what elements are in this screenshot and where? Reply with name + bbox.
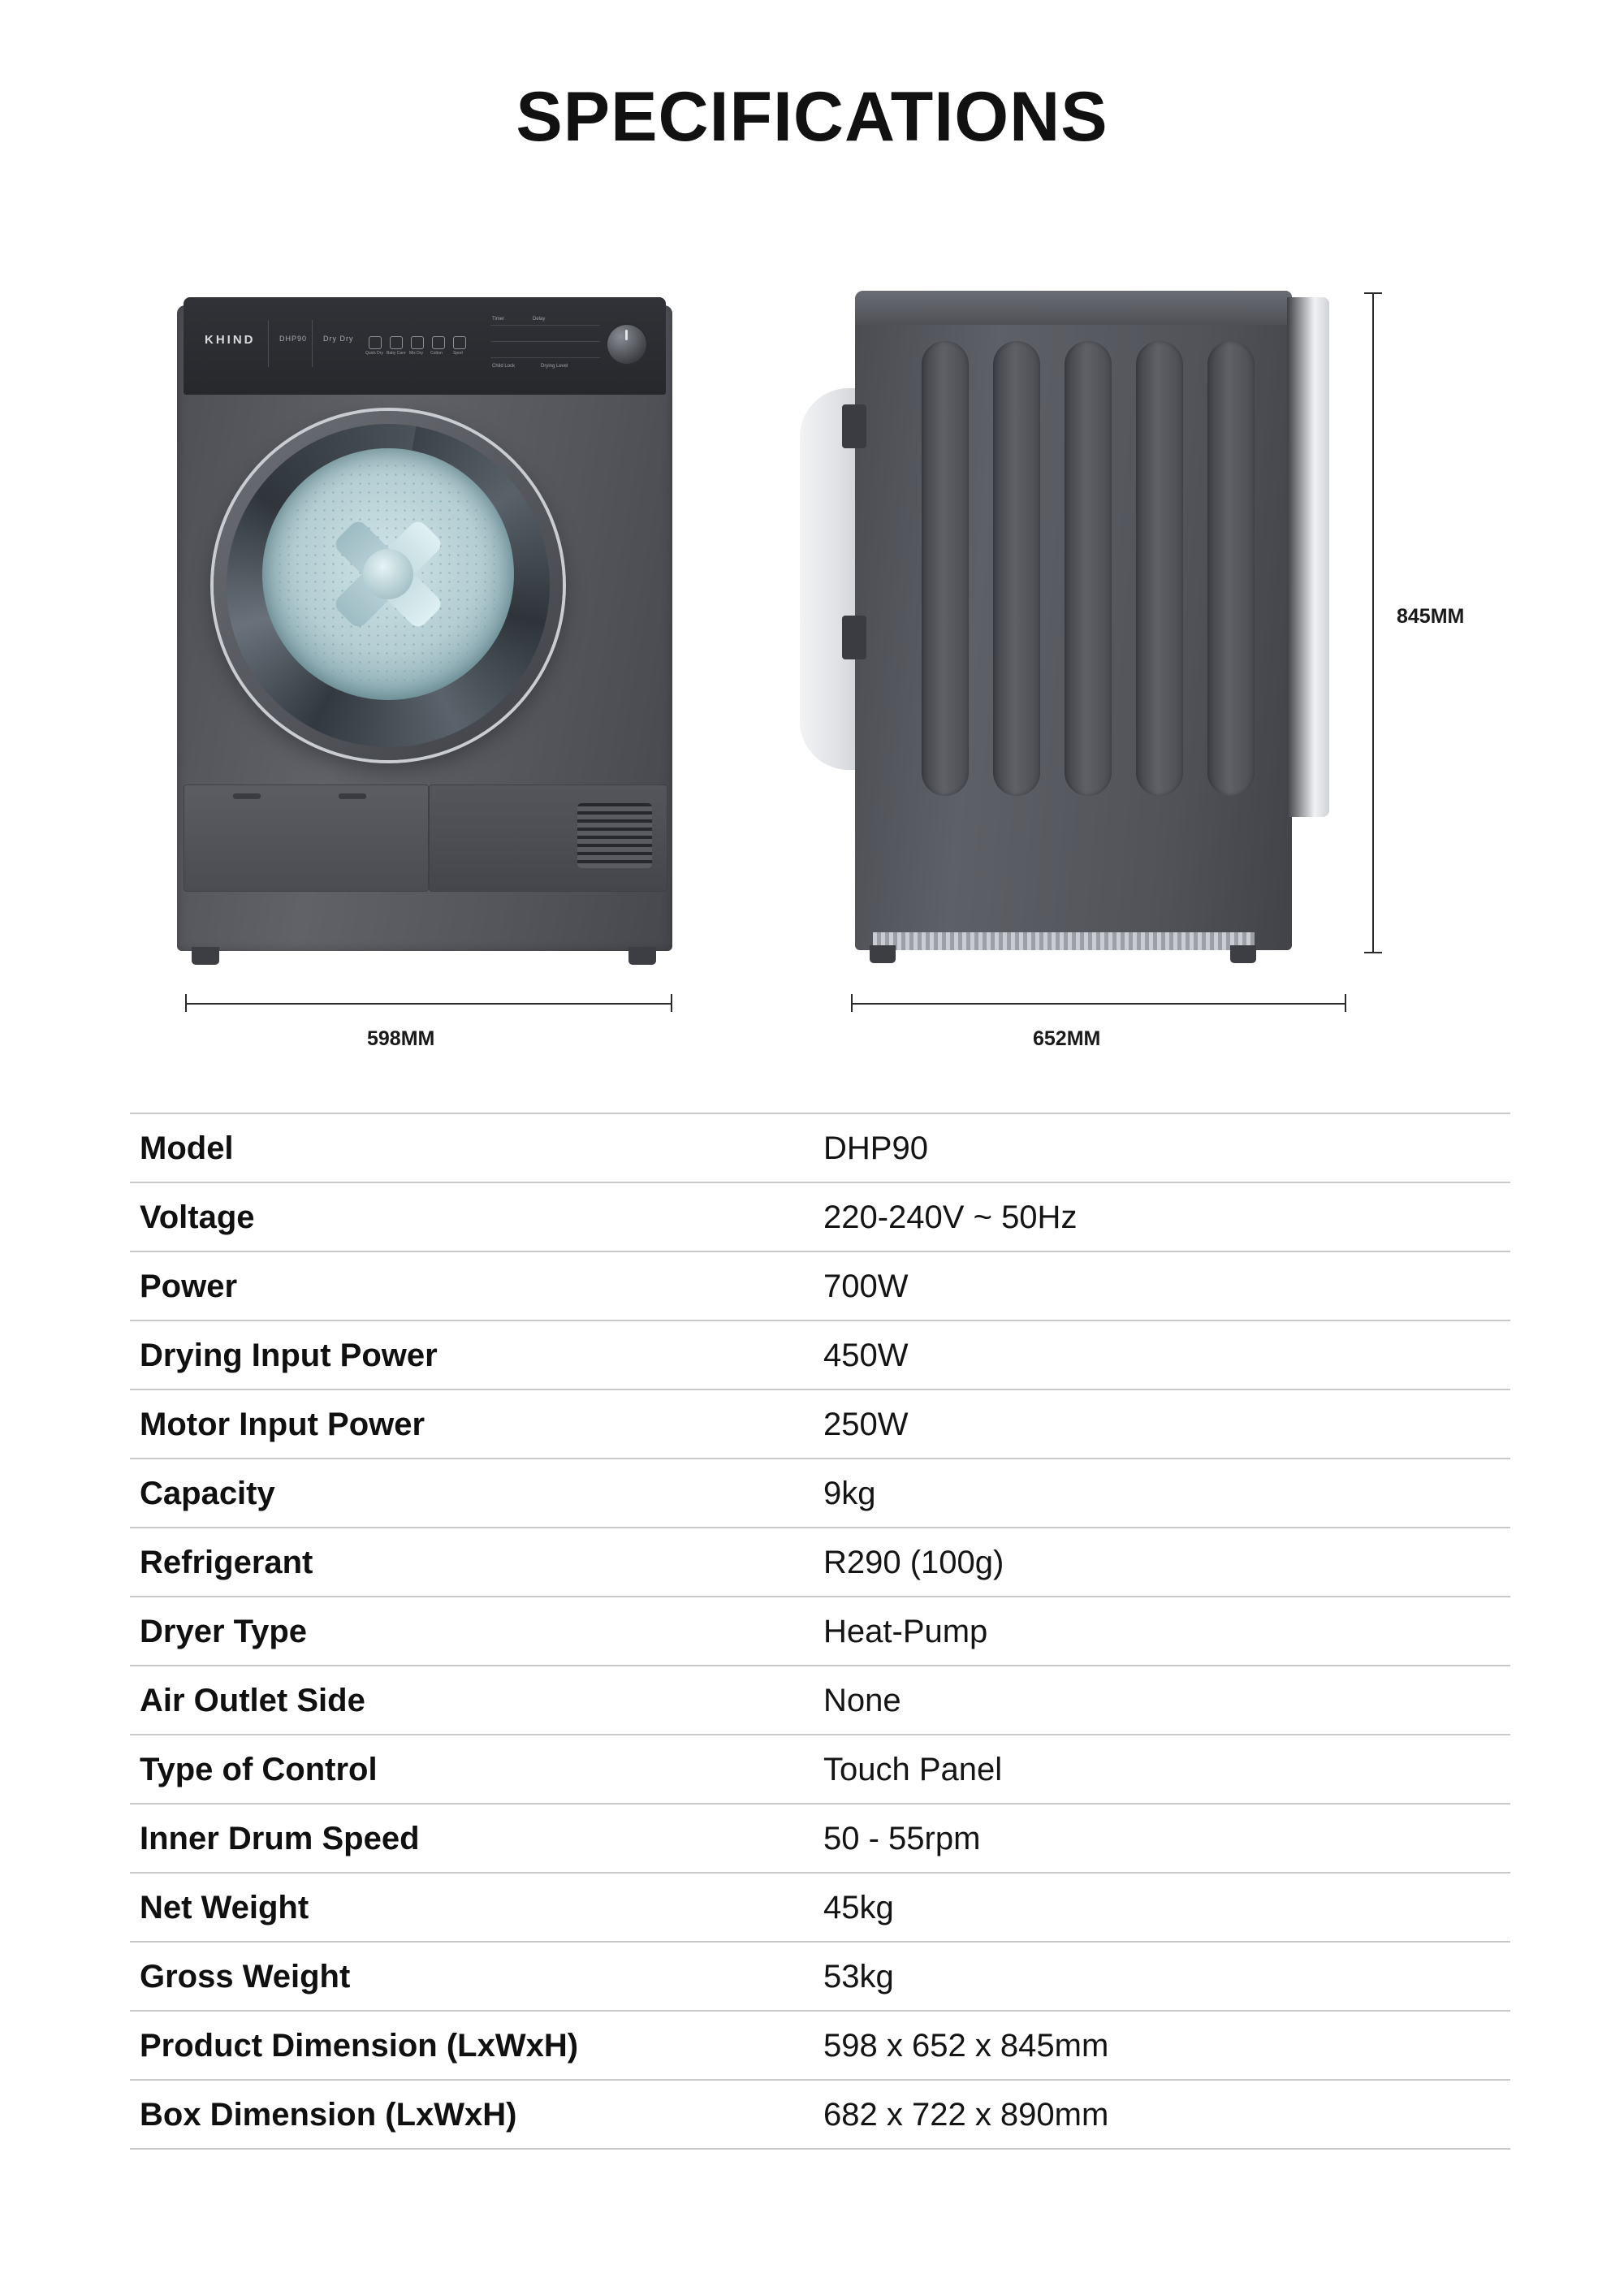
side-rib <box>1136 341 1183 796</box>
program-label: Child Lock <box>492 364 516 369</box>
spec-value: 9kg <box>823 1476 876 1511</box>
spec-label: Power <box>140 1269 238 1304</box>
spec-label: Product Dimension (LxWxH) <box>140 2028 579 2064</box>
spec-value: 50 - 55rpm <box>823 1821 981 1856</box>
door-ring[interactable] <box>214 411 563 760</box>
side-base-grille <box>873 932 1255 950</box>
door-hinge-lower <box>842 616 866 659</box>
program-row-line <box>490 357 600 358</box>
dryer-front-view <box>177 291 672 969</box>
page-title: SPECIFICATIONS <box>516 78 1108 156</box>
table-row <box>130 1873 1510 1942</box>
drum-hub <box>363 549 413 599</box>
spec-label: Model <box>140 1130 234 1166</box>
spec-value: DHP90 <box>823 1130 928 1166</box>
drum <box>262 448 514 700</box>
table-row <box>130 2011 1510 2080</box>
spec-label: Air Outlet Side <box>140 1683 365 1718</box>
panel-divider-1 <box>268 320 269 367</box>
specifications-table <box>130 1113 1510 2150</box>
quick-dry-icon[interactable] <box>369 336 382 349</box>
width-dimension-cap-right <box>671 994 672 1012</box>
table-row <box>130 1113 1510 1182</box>
sport-icon[interactable] <box>453 336 466 349</box>
baby-care-icon[interactable] <box>390 336 403 349</box>
side-foot-front <box>870 945 896 963</box>
panel-icon-label: Baby Care <box>387 351 406 356</box>
panel-divider-2 <box>312 320 313 367</box>
side-rib <box>922 341 969 796</box>
door-glass <box>227 424 550 747</box>
table-row <box>130 2080 1510 2149</box>
spec-value: 220-240V ~ 50Hz <box>823 1199 1078 1235</box>
spec-value: 250W <box>823 1407 909 1442</box>
side-rib <box>993 341 1040 796</box>
spec-value: 598 x 652 x 845mm <box>823 2028 1109 2064</box>
table-row <box>130 1528 1510 1597</box>
spec-label: Dryer Type <box>140 1614 308 1649</box>
control-panel <box>184 297 666 395</box>
table-row <box>130 1390 1510 1459</box>
spec-value: 700W <box>823 1269 909 1304</box>
width-dimension-label: 598MM <box>367 1027 435 1050</box>
table-row <box>130 1320 1510 1390</box>
program-row-line <box>490 341 600 342</box>
condenser-drawer[interactable] <box>184 784 429 892</box>
program-indicator-block <box>490 313 600 378</box>
height-dimension-cap-bottom <box>1364 952 1382 953</box>
table-row <box>130 1251 1510 1320</box>
side-top-surface <box>855 291 1292 325</box>
panel-icon-label: Quick Dry <box>365 351 383 356</box>
depth-dimension-cap-right <box>1345 994 1346 1012</box>
table-row <box>130 1942 1510 2011</box>
panel-icon-label: Mix Dry <box>409 351 423 356</box>
spec-value: R290 (100g) <box>823 1545 1004 1580</box>
product-illustration <box>0 268 1624 1088</box>
drawer-handle-notch <box>233 793 261 799</box>
side-foot-rear <box>1230 945 1256 963</box>
table-row <box>130 1182 1510 1251</box>
panel-icon-label: Sport <box>453 351 463 356</box>
specifications-table-body <box>130 1113 1510 2149</box>
side-rib <box>1065 341 1112 796</box>
height-dimension-line <box>1372 292 1374 953</box>
depth-dimension-line <box>851 1003 1346 1005</box>
spec-label: Drying Input Power <box>140 1338 438 1373</box>
spec-value: Heat-Pump <box>823 1614 988 1649</box>
drawer-handle-notch <box>339 793 366 799</box>
spec-label: Gross Weight <box>140 1959 351 1995</box>
spec-label: Motor Input Power <box>140 1407 425 1442</box>
side-back-panel <box>1287 297 1329 817</box>
dryer-side-view <box>800 291 1360 969</box>
panel-mode-text: Dry Dry <box>323 335 354 343</box>
cotton-icon[interactable] <box>432 336 445 349</box>
program-label: Timer <box>492 317 505 322</box>
spec-value: None <box>823 1683 901 1718</box>
air-grille <box>577 803 652 868</box>
height-dimension-cap-top <box>1364 292 1382 294</box>
depth-dimension-cap-left <box>851 994 853 1012</box>
spec-value: 682 x 722 x 890mm <box>823 2097 1109 2133</box>
program-selector-knob[interactable] <box>607 325 646 364</box>
side-rib <box>1207 341 1255 796</box>
spec-value: 450W <box>823 1338 909 1373</box>
front-foot-left <box>192 947 219 965</box>
height-dimension-label: 845MM <box>1397 605 1465 628</box>
spec-value: Touch Panel <box>823 1752 1003 1787</box>
spec-label: Refrigerant <box>140 1545 313 1580</box>
table-row <box>130 1735 1510 1804</box>
spec-value: 53kg <box>823 1959 894 1995</box>
spec-label: Box Dimension (LxWxH) <box>140 2097 517 2133</box>
width-dimension-cap-left <box>185 994 187 1012</box>
mix-dry-icon[interactable] <box>411 336 424 349</box>
brand-logo: KHIND <box>205 333 256 347</box>
panel-model-text: DHP90 <box>279 335 308 343</box>
table-row <box>130 1804 1510 1873</box>
program-label: Delay <box>533 317 546 322</box>
table-row <box>130 1666 1510 1735</box>
spec-label: Voltage <box>140 1199 255 1235</box>
panel-icon-label: Cotton <box>430 351 443 356</box>
spec-label: Inner Drum Speed <box>140 1821 420 1856</box>
door-hinge-upper <box>842 404 866 448</box>
program-row-line <box>490 325 600 326</box>
spec-label: Net Weight <box>140 1890 309 1925</box>
width-dimension-line <box>185 1003 672 1005</box>
spec-value: 45kg <box>823 1890 894 1925</box>
depth-dimension-label: 652MM <box>1033 1027 1101 1050</box>
program-label: Drying Level <box>541 364 568 369</box>
panel-icon-group <box>365 336 482 369</box>
front-foot-right <box>628 947 656 965</box>
spec-label: Type of Control <box>140 1752 378 1787</box>
lower-right-panel <box>429 784 667 892</box>
table-row <box>130 1597 1510 1666</box>
spec-label: Capacity <box>140 1476 275 1511</box>
table-row <box>130 1459 1510 1528</box>
